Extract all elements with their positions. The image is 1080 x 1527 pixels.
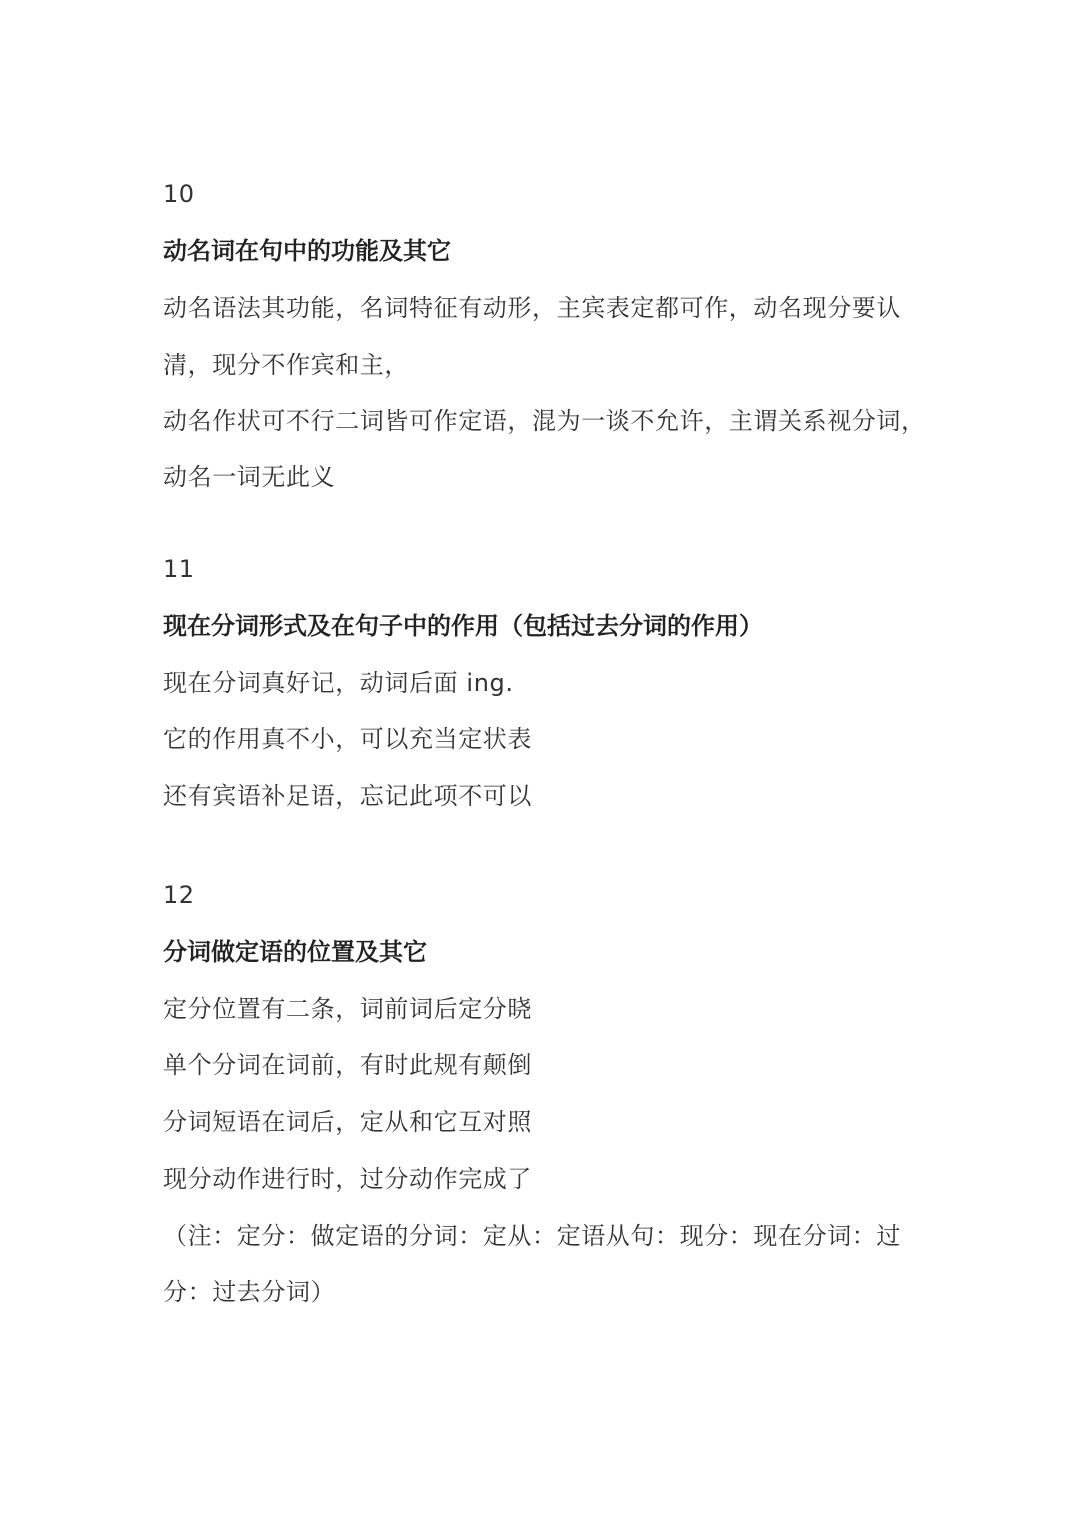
body-line: 现分动作进行时，过分动作完成了 bbox=[163, 1165, 532, 1193]
body-line: （注：定分：做定语的分词：定从：定语从句：现分：现在分词：过 bbox=[163, 1222, 901, 1250]
section-number: 12 bbox=[163, 881, 195, 909]
section-number: 11 bbox=[163, 555, 195, 583]
body-line: 分词短语在词后，定从和它互对照 bbox=[163, 1108, 532, 1136]
body-line: 单个分词在词前，有时此规有颠倒 bbox=[163, 1051, 532, 1079]
section-number: 10 bbox=[163, 180, 195, 208]
body-line: 现在分词真好记，动词后面 ing. bbox=[163, 669, 514, 697]
body-line: 定分位置有二条，词前词后定分晓 bbox=[163, 995, 532, 1023]
body-line: 清，现分不作宾和主， bbox=[163, 351, 409, 379]
body-line: 动名作状可不行二词皆可作定语，混为一谈不允许，主谓关系视分词， bbox=[163, 407, 926, 435]
body-line: 分：过去分词） bbox=[163, 1278, 336, 1306]
body-line: 它的作用真不小，可以充当定状表 bbox=[163, 725, 532, 753]
section-heading: 分词做定语的位置及其它 bbox=[163, 938, 427, 966]
section-heading: 现在分词形式及在句子中的作用（包括过去分词的作用） bbox=[163, 612, 763, 640]
body-line: 动名一词无此义 bbox=[163, 463, 336, 491]
body-line: 还有宾语补足语，忘记此项不可以 bbox=[163, 782, 532, 810]
section-heading: 动名词在句中的功能及其它 bbox=[163, 237, 451, 265]
body-line: 动名语法其功能，名词特征有动形，主宾表定都可作，动名现分要认 bbox=[163, 294, 901, 322]
